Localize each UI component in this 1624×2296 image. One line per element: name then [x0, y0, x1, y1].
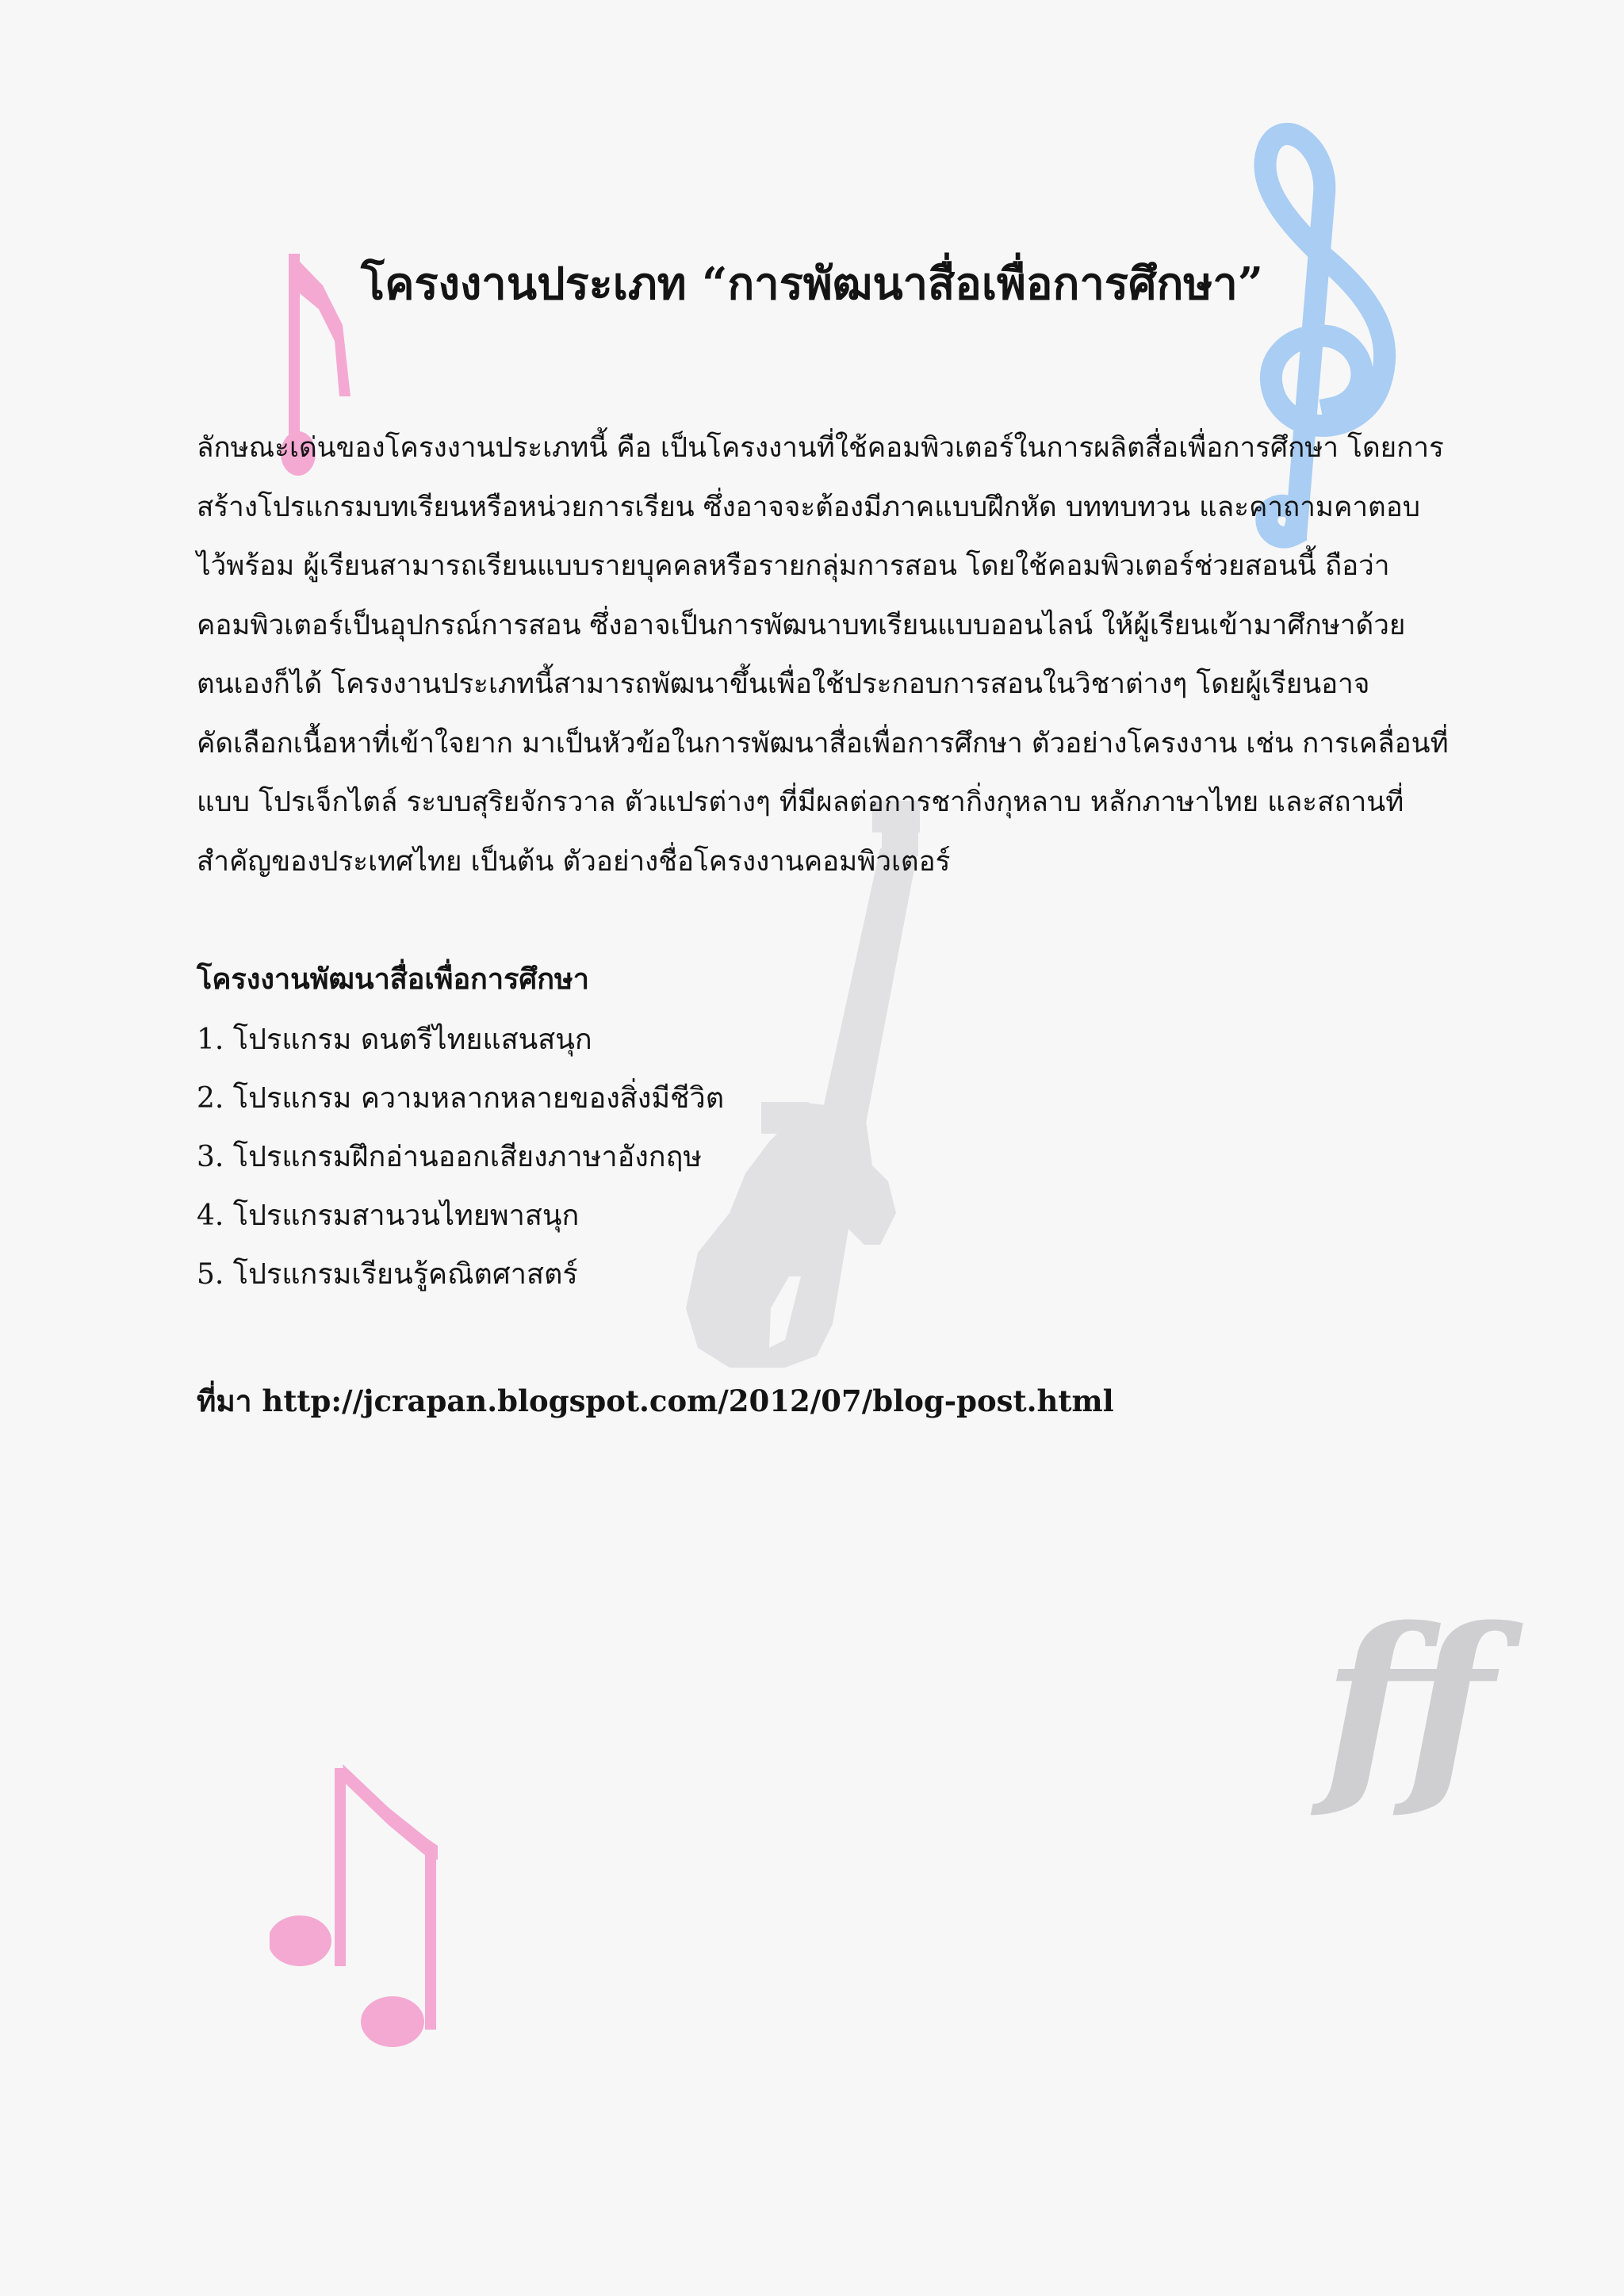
source-reference: ที่มา http://jcrapan.blogspot.com/2012/07/blog-post.html: [197, 1383, 1114, 1418]
body-line: สำคัญของประเทศไทย เป็นต้น ตัวอย่างชื่อโครงงานคอมพิวเตอร์: [197, 845, 951, 878]
body-line: คอมพิวเตอร์เป็นอุปกรณ์การสอน ซึ่งอาจเป็นการพัฒนาบทเรียนแบบออนไลน์ ให้ผู้เรียนเข้ามาศึกษาด้วย: [197, 609, 1406, 641]
body-paragraph: [197, 419, 1449, 891]
beamed-notes-icon: [270, 1760, 444, 2053]
body-line: ไว้พร้อม ผู้เรียนสามารถเรียนแบบรายบุคคลหรือรายกลุ่มการสอน โดยใช้คอมพิวเตอร์ช่วยสอนนี้ ถือว่า: [197, 550, 1390, 582]
list-item: 3. โปรแกรมฝึกอ่านออกเสียงภาษาอังกฤษ: [197, 1141, 703, 1173]
list-heading: โครงงานพัฒนาสื่อเพื่อการศึกษา: [197, 962, 589, 996]
project-list: [197, 1011, 724, 1304]
body-line: แบบ โปรเจ็กไตล์ ระบบสุริยจักรวาล ตัวแปรต่างๆ ที่มีผลต่อการชากิ่งกุหลาบ หลักภาษาไทย และสถานที่: [197, 786, 1404, 818]
body-line: ลักษณะเด่นของโครงงานประเภทนี้ คือ เป็นโครงงานที่ใช้คอมพิวเตอร์ในการผลิตสื่อเพื่อการศึกษา โดยการ: [197, 432, 1444, 464]
list-item: 4. โปรแกรมสานวนไทยพาสนุก: [197, 1200, 580, 1232]
fortissimo-icon: ff: [1323, 1583, 1494, 1825]
body-line: สร้างโปรแกรมบทเรียนหรือหน่วยการเรียน ซึ่งอาจจะต้องมีภาคแบบฝึกหัด บททบทวน และคาถามคาตอบ: [197, 491, 1421, 523]
document-title: โครงงานประเภท “การพัฒนาสื่อเพื่อการศึกษา”: [360, 258, 1264, 310]
list-item: 2. โปรแกรม ความหลากหลายของสิ่งมีชีวิต: [197, 1082, 725, 1115]
list-item: 1. โปรแกรม ดนตรีไทยแสนสนุก: [197, 1024, 592, 1056]
body-line: คัดเลือกเนื้อหาที่เข้าใจยาก มาเป็นหัวข้อในการพัฒนาสื่อเพื่อการศึกษา ตัวอย่างโครงงาน เช่น การเคลื่อนที่: [197, 727, 1449, 760]
body-line: ตนเองก็ได้ โครงงานประเภทนี้สามารถพัฒนาขึ้นเพื่อใช้ประกอบการสอนในวิชาต่างๆ โดยผู้เรียนอาจ: [197, 668, 1370, 700]
list-item: 5. โปรแกรมเรียนรู้คณิตศาสตร์: [197, 1258, 578, 1291]
